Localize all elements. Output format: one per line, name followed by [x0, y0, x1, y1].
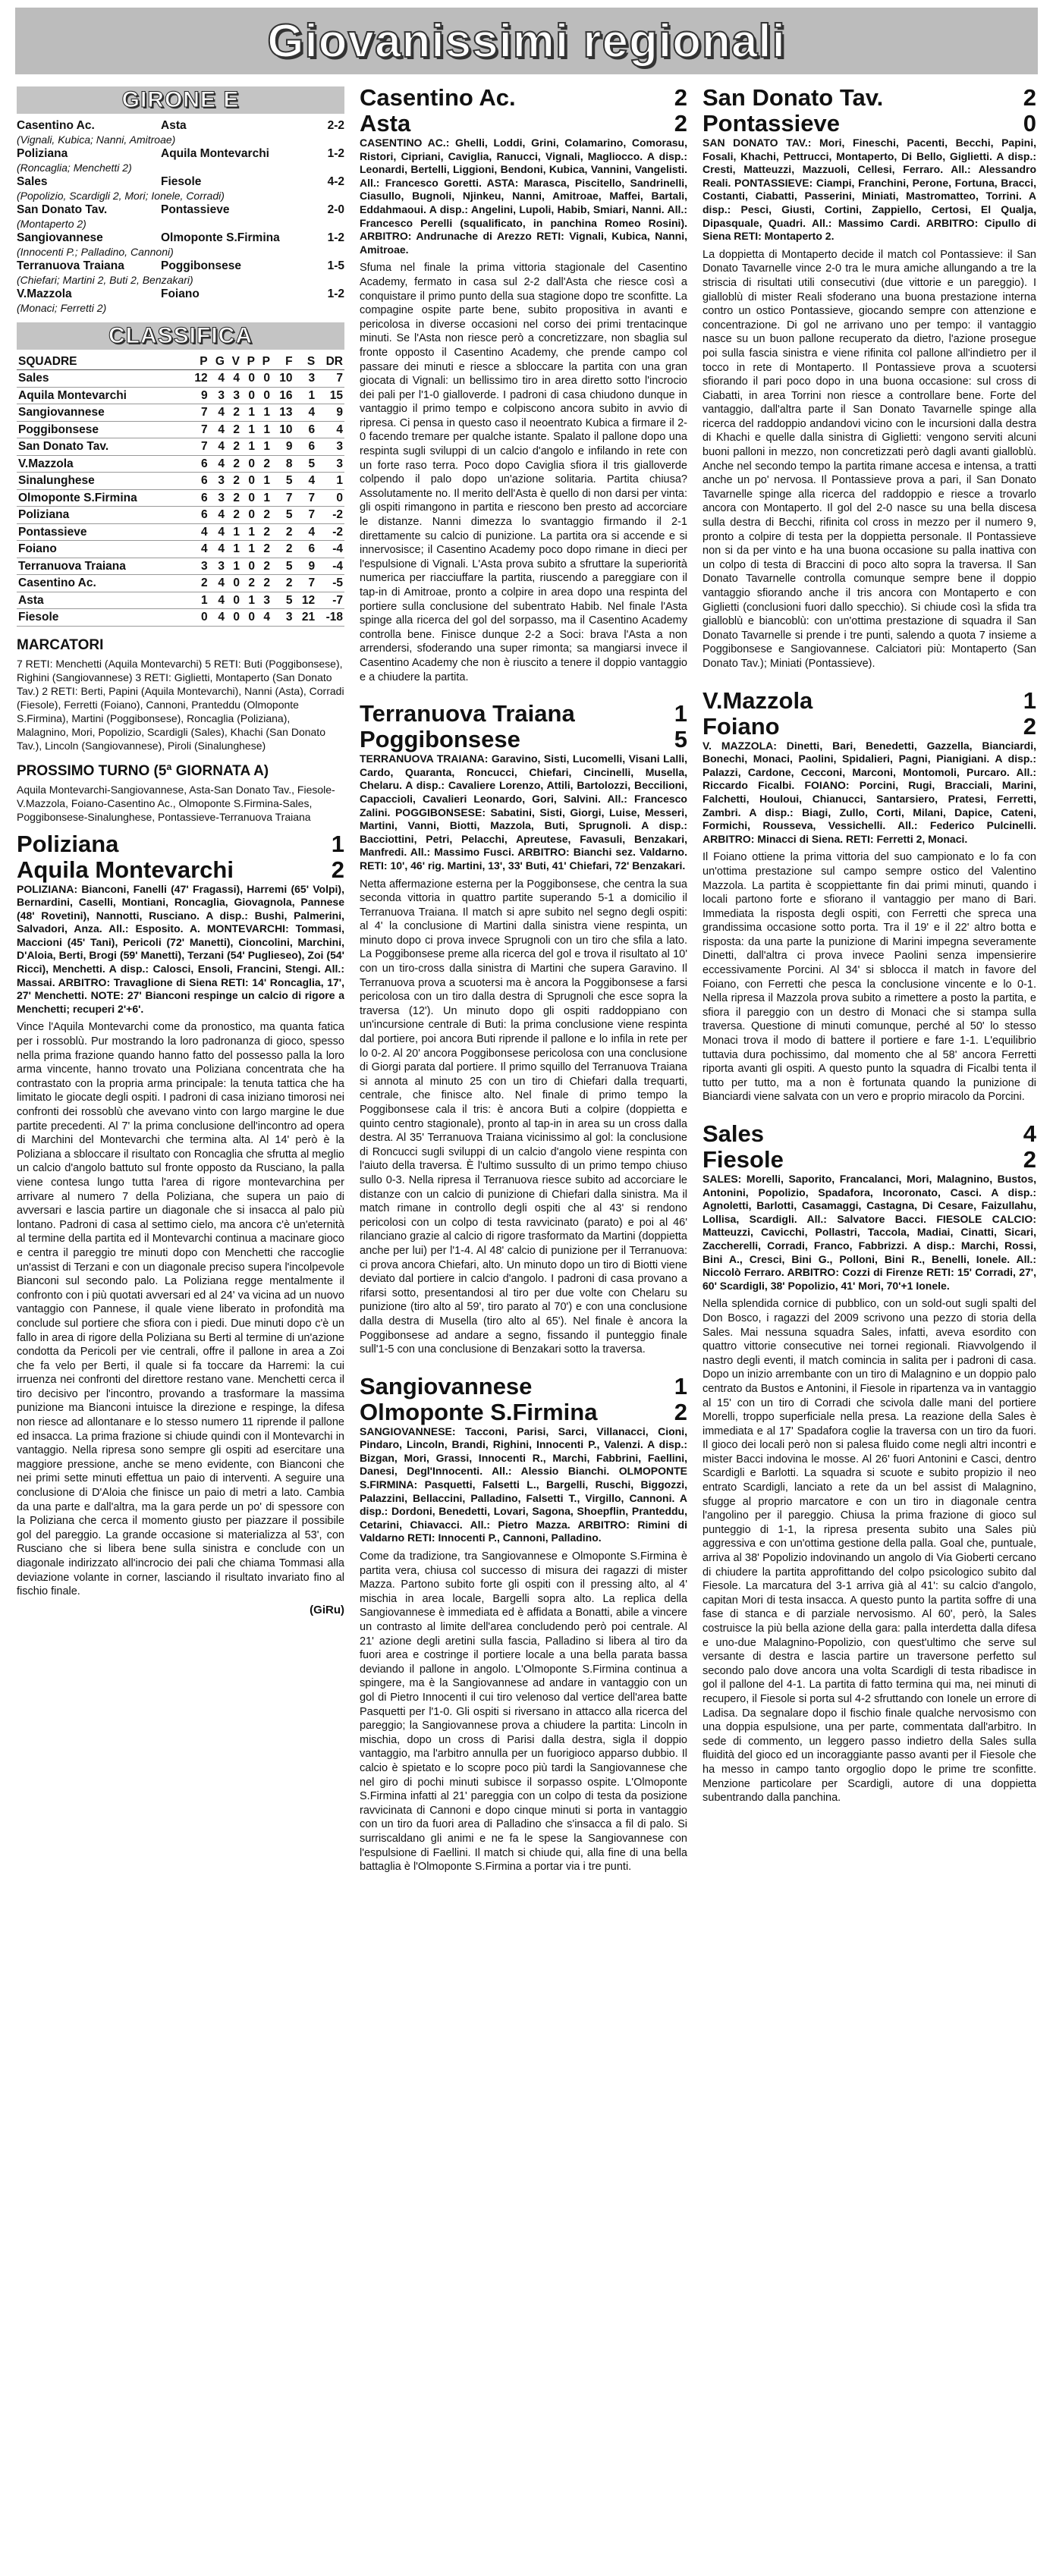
standings-cell: 2: [272, 575, 294, 592]
standings-cell: 10: [272, 421, 294, 438]
standings-cell: -18: [316, 609, 344, 627]
result-home: Sales: [17, 175, 48, 188]
standings-cell: 6: [294, 541, 317, 558]
standings-cell: 0: [241, 387, 256, 404]
result-away: Foiano: [161, 287, 200, 300]
standings-cell: 3: [209, 558, 226, 575]
standings-row: [17, 575, 344, 592]
match-lineups: CASENTINO AC.: Ghelli, Loddi, Grini, Colamarino, Comorasu, Ristori, Cipriani, Caviglia, Ranucci, Vignali, Magliocco. A disp.: Leonardi, Bertelli, Liggioni, Bendoni, Kubica, Vannini, Vangelisti. All.: Francesco Goretti. ASTA: Marasca, Piscitello, Sandrinelli, Ciasullo, Bugnoli, Njinkeu, Nanni, Amitroae, Maffei, Bartali, Eddahmaoui. A disp.: Angelini, Lupoli, Habib, Smiari, Nanni. All.: Francesco Perelli (squalificato, in panchina Romeo Rosini). ARBITRO: Andrunache di Arezzo RETI: Vignali, Kubica, Nanni, Amitroae.: [360, 137, 687, 256]
match-away-row: [17, 857, 344, 883]
standings-cell: 7: [294, 507, 317, 524]
standings-cell: 6: [187, 507, 209, 524]
standings-col-header: DR: [316, 354, 344, 370]
standings-cell: 5: [272, 592, 294, 609]
match-article: [703, 1121, 1036, 1805]
standings-cell: 4: [209, 421, 226, 438]
match-report: Netta affermazione esterna per la Poggibonsese, che centra la sua seconda vittoria in quattro partite superando 5-1 a domicilio il Terranuova Traiana. Il match si apre subito nel segno degli ospiti: al 4' la conclusione di Martini dalla sinistra viene respinta, un minuto dopo ci prova invece Sprugnoli con un tiro che sfila a lato. La Poggibonsese preme alla ricerca del gol e trova il risultato al 10' con un tiro-cross dalla sinistra di Martini che supera Garavino. Il Terranuova prova a scuotersi ma è ancora la Poggibonsese a farsi pericolosa con un tiro dalla destra di Sprugnoli che esce sopra la traversa (12'). Un minuto dopo gli ospiti raddoppiano con un'incursione centrale di Buti: la prima conclusione viene respinta dal portiere, poi ancora Buti riprende il pallone e lo infila in rete per lo 0-2. Al 20' ancora Poggibonsese pericolosa con una conclusione di Giorgi parata dal portiere. Il primo squillo del Terranuova Traiana si annota al minuto 25 con un tiro di Chiefari dalla trequarti, centrale, che finisce alto. Nel finale di primo tempo la Poggibonsese cala il tris: è ancora Buti a colpire (doppietta e quinto centro stagionale), pronto al tap-in in area su un cross dalla destra. Al 35' Terranuova Traiana vicinissimo al gol: la conclusione di Roncucci sugli sviluppi di un calcio d'angolo viene respinta con l'aiuto della traversa. È l'ultimo sussulto di un primo tempo chiuso sullo 0-3. Nella ripresa il Terranuova riesce subito ad accorciare le distanze con un calcio di punizione di Chiefari dalla sinistra. Ma il match rimane in controllo degli ospiti che al 43' si rendono pericolosi con un colpo di testa ravvicinato (parato) e poi al 46' rilanciano grazie al calcio di rigore trasformato da Martini (doppietta anche per lui) per l'1-4. Al 48' calcio di punizione per il Terranuova: ci prova ancora Chiefari, alto. Un minuto dopo un tiro di Biotti viene deviato dal portiere in calcio d'angolo. I padroni di casa provano a rifarsi sotto, presentandosi al tiro per due volte con Chelaru su punizione (tiro alto al 59', tiro parato al 70') e con una conclusione dalla destra di Musella (tiro alto al 65'). Nel finale è ancora la Poggibonsese ad andare a segno, fissando il punteggio finale sull'1-5 con una conclusione di Benzakari sotto la traversa.: [360, 878, 687, 1356]
standings-cell: 3: [209, 473, 226, 490]
home-team: Casentino Ac.: [360, 85, 516, 111]
result-away: Pontassieve: [161, 203, 230, 216]
standings-cell: 7: [187, 421, 209, 438]
home-score: 1: [674, 1372, 687, 1400]
match-report: Sfuma nel finale la prima vittoria stagionale del Casentino Academy, fermato in casa sul 2-2 dall'Asta che riesce così a conquistare il primo punto della sua stagione dopo tre sconfitte. La compagine ospite parte bene, subito propositiva in avanti e pericolosa in diverse occasioni nel corso dei primi trentacinque minuti. Se l'Asta non riesce però a concretizzare, non sbaglia sul fronte opposto il Casentino Academy, che prende campo col passare dei minuti e riesce a sbloccare la partita con una gran giocata di Vignali: un bellissimo tiro in area diretto sotto l'incrocio dei pali per l'1-0 gialloverde. I padroni di casa chiudono dunque in vantaggio il primo tempo e colpiscono ancora subito in avvio di ripresa. Ci pensa in questo caso il neoentrato Kubica a firmare il 2-0 facendo tremare per qualche istante. Spalato il pallone dopo una respinta sugli sviluppi di un calcio d'angolo e infilando in rete con un forte raso terra. Poco dopo Caviglia sfiora il tris gialloverde colpendo il palo dopo un'azione solitaria. Partita chiusa? Assolutamente no. Il merito dell'Asta è quello di non darsi per vinta: gli ospiti rimangono in partita e riescono ben presto ad accorciare le distanze. Nanni dimezza lo svantaggio firmando il 2-1 direttamente su calcio di punizione. La partita ora si accende e si innervosisce; il Casentino Academy poco dopo rimane in dieci per l'espulsione di Vignali. L'Asta prova subito a sfruttare la superiorità numerica per riacciuffare la partita, riuscendo a pareggiare con il tap-in di Amitroae, pronto a colpire in area dopo una respinta del portiere sulla conclusione del subentrato Habib. Nel finale l'Asta spinge alla ricerca del gol del sorpasso, ma il Casentino Academy controlla bene. Finisce dunque 2-2 a Soci: brava l'Asta a non arrendersi, sfoderando una super rimonta; sa mangiarsi invece il Casentino Academy che non è riuscito a tenere il doppio vantaggio e a chiudere la partita.: [360, 262, 687, 683]
match-home-row: [703, 688, 1036, 714]
standings-row: [17, 558, 344, 575]
home-score: 1: [1023, 686, 1036, 714]
standings-cell: 7: [272, 489, 294, 507]
standings-cell: 0: [226, 575, 241, 592]
match-lineups: V. MAZZOLA: Dinetti, Bari, Benedetti, Gazzella, Bianciardi, Bonechi, Monaci, Paolini, Spidalieri, Pagni, Pianigiani. A disp.: Palazzi, Cardone, Cecconi, Marconi, Montomoli, Purcaro. All.: Riccardo Ficalbi. FOIANO: Porcini, Rugi, Bracciali, Marini, Falchetti, Houloui, Chianucci, Santarsiero, Pratesi, Ferretti, Zambri. A disp.: Biagi, Zullo, Corti, Milani, Dapice, Cateni, Formichi, Rousseva, Vessichelli. All.: Federico Pulcinelli. ARBITRO: Minacci di Siena. RETI: Ferretti 2, Monaci.: [703, 739, 1036, 845]
standings-cell: 0: [256, 370, 272, 388]
standings-cell: 6: [187, 489, 209, 507]
team-name: Foiano: [17, 541, 187, 558]
result-away: Poggibonsese: [161, 259, 241, 272]
standings-cell: 4: [187, 541, 209, 558]
result-scorers: (Innocenti P.; Palladino, Cannoni): [17, 246, 174, 258]
match-article: [360, 85, 687, 684]
standings-cell: 1: [226, 558, 241, 575]
result-score: 4-2: [327, 175, 344, 188]
home-team: V.Mazzola: [703, 686, 813, 714]
team-name: Sales: [17, 370, 187, 388]
result-away: Fiesole: [161, 175, 202, 188]
prossimo-text: Aquila Montevarchi-Sangiovannese, Asta-San Donato Tav., Fiesole-V.Mazzola, Foiano-Casentino Ac., Olmoponte S.Firmina-Sales, Poggibonsese-Sinalunghese, Pontassieve-Terranuova Traiana: [17, 783, 335, 823]
column-right: [703, 85, 1036, 2565]
standings-cell: 1: [256, 473, 272, 490]
standings-cell: 2: [226, 489, 241, 507]
prossimo-title: PROSSIMO TURNO (5ª GIORNATA A): [17, 762, 269, 779]
standings-cell: 1: [256, 404, 272, 422]
standings-cell: 12: [294, 592, 317, 609]
standings-cell: 1: [241, 541, 256, 558]
standings-cell: 4: [226, 370, 241, 388]
standings-cell: 8: [272, 455, 294, 473]
standings-cell: 0: [241, 507, 256, 524]
standings-col-header: V: [226, 354, 241, 370]
standings-cell: 7: [187, 438, 209, 456]
standings-cell: 7: [294, 489, 317, 507]
result-score: 1-2: [327, 231, 344, 244]
standings-row: [17, 455, 344, 473]
standings-cell: 0: [241, 609, 256, 627]
standings-body: [17, 370, 344, 627]
standings-cell: -2: [316, 507, 344, 524]
standings-cell: 9: [294, 558, 317, 575]
away-team: Pontassieve: [703, 110, 840, 137]
standings-cell: 2: [226, 404, 241, 422]
standings-cell: 5: [272, 558, 294, 575]
team-name: San Donato Tav.: [17, 438, 187, 456]
standings-row: [17, 370, 344, 388]
team-name: Pontassieve: [17, 523, 187, 541]
result-scorers: (Montaperto 2): [17, 218, 86, 230]
standings-cell: 0: [241, 489, 256, 507]
standings-cell: 2: [226, 455, 241, 473]
standings-col-header: SQUADRE: [17, 354, 187, 370]
result-home: Sangiovannese: [17, 231, 103, 244]
standings-cell: 1: [256, 421, 272, 438]
standings-cell: 1: [241, 523, 256, 541]
standings-cell: 0: [241, 473, 256, 490]
match-home-row: [360, 85, 687, 111]
away-team: Foiano: [703, 712, 780, 740]
match-article: [703, 688, 1036, 1104]
home-score: 2: [674, 85, 687, 111]
away-score: 5: [674, 726, 687, 753]
away-team: Asta: [360, 110, 411, 137]
standings-cell: 4: [209, 541, 226, 558]
match-away-row: [360, 1400, 687, 1425]
away-score: 2: [1023, 1146, 1036, 1173]
away-team: Poggibonsese: [360, 726, 520, 753]
standings-cell: 4: [209, 404, 226, 422]
standings-cell: 2: [272, 523, 294, 541]
home-score: 4: [1023, 1120, 1036, 1147]
standings-row: [17, 541, 344, 558]
standings-cell: 4: [256, 609, 272, 627]
standings-cell: 4: [209, 370, 226, 388]
result-scorers: (Chiefari; Martini 2, Buti 2, Benzakari): [17, 274, 193, 286]
match-away-row: [360, 727, 687, 752]
result-home: San Donato Tav.: [17, 203, 108, 216]
standings-cell: 2: [226, 507, 241, 524]
result-home: V.Mazzola: [17, 287, 72, 300]
team-name: V.Mazzola: [17, 455, 187, 473]
match-home-row: [703, 1121, 1036, 1147]
match-home-row: [703, 85, 1036, 111]
page-banner: [15, 8, 1038, 74]
page-title: Giovanissimi regionali: [267, 14, 786, 68]
author-signature: (GiRu): [310, 1603, 344, 1616]
standings-cell: 21: [294, 609, 317, 627]
standings-row: [17, 592, 344, 609]
standings-cell: 1: [294, 387, 317, 404]
standings-col-header: P: [241, 354, 256, 370]
standings-cell: 2: [256, 558, 272, 575]
standings-cell: 3: [187, 558, 209, 575]
standings-cell: 15: [316, 387, 344, 404]
away-score: 2: [674, 1398, 687, 1425]
team-name: Fiesole: [17, 609, 187, 627]
match-lineups: SAN DONATO TAV.: Mori, Fineschi, Pacenti, Becchi, Papini, Fosali, Khachi, Pettrucci, Montaperto, Di Bello, Giglietti. A disp.: Cresti, Matteuzzi, Mazzuoli, Cellesi, Ferraro. All.: Alessandro Reali. PONTASSIEVE: Ciampi, Franchini, Perone, Fortuna, Bracci, Costanti, Ciabatti, Passerini, Miniati, Mastromatteo, Torrini. A disp.: Pesci, Giusti, Cortini, Zappiello, Certosi, El Qualja, Dipasquale, Quadri. All.: Massimo Cardi. ARBITRO: Cipullo di Siena RETI: Montaperto 2.: [703, 137, 1036, 243]
standings-cell: 0: [226, 592, 241, 609]
result-row: [17, 203, 344, 217]
result-score: 1-2: [327, 287, 344, 300]
team-name: Asta: [17, 592, 187, 609]
standings-col-header: P: [256, 354, 272, 370]
girone-header: [17, 86, 344, 114]
standings-cell: 1: [256, 438, 272, 456]
away-score: 2: [331, 856, 344, 883]
standings-cell: 5: [272, 507, 294, 524]
standings-cell: 4: [209, 507, 226, 524]
standings-cell: 2: [256, 507, 272, 524]
standings-cell: 1: [256, 489, 272, 507]
standings-cell: 2: [226, 473, 241, 490]
match-report: Vince l'Aquila Montevarchi come da pronostico, ma quanta fatica per i rossoblù. Pur mostrando la loro padronanza di gioco, spesso nella prima frazione quando hanno fatto del possesso palla la loro arma vincente, hanno trovato una Poliziana concentrata che ha contrastato con la propria arma principale: la tenuta tattica che ha limitato le giocate degli ospiti. I padroni di casa iniziano timorosi nei confronti dei rossoblù che avevano vinto con largo margine le due partite precedenti. Al 7' la prima conclusione dell'incontro ad opera di Marchini del Montevarchi che termina alta. Al 14' però è la Poliziana a sbloccare il risultato con Roncaglia che sfrutta al meglio un calcio d'angolo battuto sul fronte opposto da Rusciano, la palla viene contesa lungo tutta l'area di rigore montevarchina per arrivare al numero 7 della Poliziana, che supera un paio di avversari e lascia partire un diagonale che si insacca al palo più lontano. Padroni di casa al settimo cielo, ma ancora c'è un'eternità al termine della partita ed il Montevarchi continua a macinare gioco e centra il pareggio tre minuti dopo con Menchetti che raccoglie un'assist di Terzani e con un diagonale preciso supera l'incolpevole Bianconi sul secondo palo. La Poliziana regge mentalmente il confronto con i più quotati avversari ed al 24' va vicina ad un nuovo vantaggio con Pannese, il quale viene liberato in profondità ma conclude sul portiere che sfiora con i piedi. Due minuti dopo c'è un fallo in area di rigore della Poliziana su Berti al termine di un'azione condotta da Pericoli per vie centrali, offre il pallone in area a Zoi che fa velo per Berti, il quale si fa toccare da Harremi: la cui irruenza nei confronti del direttore restano vane. Menchetti cerca il tiro decisivo per l'incontro, provando a trasformare la massima punizione ma Bianconi intuisce la direzione e respinge, la difesa non riesce ad allontanare e lo stesso numero 11 riprende il pallone ed insacca. La prima frazione si chiude quindi con il Montevarchi in vantaggio. Nella ripresa sono sempre gli ospiti ad esercitare una maggiore pressione, anche se meno evidente, con Bianconi che nei primi sette minuti effettua un paio di interventi. A seguire una conclusione di D'Aloia che finisce un paio di metri a lato. Cambia da una parte e dall'altra, ma la gara perde un po' di spessore con la Poliziana che cerca il momento giusto per piazzare il possibile gol del pareggio. La grande occasione si materializza al 53', con Rusciano che si libera bene sulla sinistra e conclude con un diagonale indirizzato all'incrocio dei pali che chiama Tommasi alla deviazione volante in corner, lasciando il risultato invariato fino al fischio finale.: [17, 1021, 344, 1598]
standings-row: [17, 438, 344, 456]
standings-cell: 4: [294, 523, 317, 541]
standings-cell: 3: [316, 455, 344, 473]
result-scorers: (Monaci; Ferretti 2): [17, 302, 107, 314]
standings-col-header: G: [209, 354, 226, 370]
standings-cell: 16: [272, 387, 294, 404]
away-score: 0: [1023, 110, 1036, 137]
result-score: 1-5: [327, 259, 344, 272]
home-score: 2: [1023, 85, 1036, 111]
match-article: [703, 85, 1036, 671]
standings-cell: 2: [256, 541, 272, 558]
standings-cell: 2: [226, 438, 241, 456]
standings-cell: 2: [256, 455, 272, 473]
standings-cell: 3: [294, 370, 317, 388]
standings-cell: 5: [294, 455, 317, 473]
standings-cell: 0: [226, 609, 241, 627]
standings-cell: 9: [187, 387, 209, 404]
standings-cell: 5: [272, 473, 294, 490]
column-middle: [360, 85, 687, 2565]
standings-row: [17, 489, 344, 507]
result-score: 2-0: [327, 203, 344, 216]
standings-cell: 12: [187, 370, 209, 388]
team-name: Casentino Ac.: [17, 575, 187, 592]
classifica-header: [17, 322, 344, 350]
standings-col-header: P: [187, 354, 209, 370]
results-list: [17, 118, 344, 315]
marcatori-title: MARCATORI: [17, 636, 104, 653]
result-row: [17, 118, 344, 133]
standings-cell: 1: [241, 438, 256, 456]
team-name: Terranuova Traiana: [17, 558, 187, 575]
standings-row: [17, 473, 344, 490]
home-team: Sangiovannese: [360, 1372, 533, 1400]
standings-cell: 0: [241, 558, 256, 575]
home-team: Poliziana: [17, 830, 119, 857]
standings-cell: 9: [272, 438, 294, 456]
result-row: [17, 259, 344, 273]
standings-cell: 2: [187, 575, 209, 592]
home-score: 1: [331, 830, 344, 857]
standings-cell: 0: [256, 387, 272, 404]
standings-cell: 2: [256, 523, 272, 541]
away-team: Fiesole: [703, 1146, 784, 1173]
standings-cell: 1: [241, 592, 256, 609]
match-away-row: [703, 111, 1036, 137]
team-name: Sinalunghese: [17, 473, 187, 490]
result-row: [17, 146, 344, 161]
standings-row: [17, 404, 344, 422]
standings-cell: 1: [226, 541, 241, 558]
standings-cell: 4: [187, 523, 209, 541]
standings-cell: 3: [316, 438, 344, 456]
match-article: [360, 701, 687, 1357]
standings-row: [17, 609, 344, 627]
result-scorers: (Vignali, Kubica; Nanni, Amitroae): [17, 134, 176, 146]
standings-row: [17, 421, 344, 438]
team-name: Poggibonsese: [17, 421, 187, 438]
classifica-title: CLASSIFICA: [108, 323, 253, 348]
match-article: [360, 1374, 687, 1874]
match-away-row: [360, 111, 687, 137]
away-score: 2: [1023, 712, 1036, 740]
away-team: Aquila Montevarchi: [17, 856, 234, 883]
standings-cell: 1: [316, 473, 344, 490]
result-scorers: (Popolizio, Scardigli 2, Mori; Ionele, Corradi): [17, 190, 225, 202]
standings-cell: 2: [241, 575, 256, 592]
standings-cell: 7: [316, 370, 344, 388]
standings-cell: 3: [256, 592, 272, 609]
standings-cell: 1: [241, 421, 256, 438]
standings-cell: 4: [209, 438, 226, 456]
result-away: Asta: [161, 119, 187, 132]
standings-cell: 9: [316, 404, 344, 422]
team-name: Aquila Montevarchi: [17, 387, 187, 404]
result-away: Aquila Montevarchi: [161, 147, 269, 160]
match-report: Come da tradizione, tra Sangiovannese e Olmoponte S.Firmina è partita vera, chiusa col successo di misura dei ragazzi di mister Mazza. Partono subito forte gli ospiti con il pressing alto, al 4' mischia in area locale, Bargelli sopra alto. La replica della Sangiovannese è immediata ed è affidata a Bonatti, abile a vincere un contrasto al limite dell'area concludendo però poi centrale. Al 21' azione degli aretini sulla fascia, Palladino si libera al tiro da fuori area e costringe il portiere locale a una bella parata bassa deviando il pallone in angolo. L'Olmoponte S.Firmina continua a spingere, ma è la Sangiovannese ad andare in vantaggio con un gol di Pietro Innocenti il cui tiro velenoso dal vertice dell'area batte Pasquetti per l'1-0. Gli ospiti si riversano in attacco alla ricerca del pareggio; la Sangiovannese prova a chiudere la partita: Lincoln in mischia, dopo un cross di Parisi dalla destra, sigla il doppio vantaggio, ma l'arbitro annulla per un fuorigioco apparso dubbio. Il calcio è spietato e lo scopre poco più tardi la Sangiovannese che nel giro di pochi minuti subisce il sorpasso ospite. L'Olmoponte S.Firmina infatti al 21' pareggia con un colpo di testa da posizione ravvicinata di Cannoni e dopo cinque minuti si porta in vantaggio con un tiro da fuori area di Palladino che s'insacca a fil di palo. Si surriscaldano gli animi e ne fa le spese la Sangiovannese con l'espulsione di Faellini. Il match si chiude qui, alla fine di una bella battaglia è l'Olmoponte S.Firmina a portar via i tre punti.: [360, 1550, 687, 1874]
standings-cell: 0: [187, 609, 209, 627]
home-team: Sales: [703, 1120, 765, 1147]
standings-cell: 6: [187, 473, 209, 490]
result-score: 2-2: [327, 119, 344, 132]
result-home: Casentino Ac.: [17, 119, 95, 132]
standings-cell: 1: [241, 404, 256, 422]
match-lineups: SALES: Morelli, Saporito, Francalanci, Mori, Malagnino, Bustos, Antonini, Popolizio, Spadafora, Incoronato, Casci. A disp.: Agnoletti, Barlotti, Casamaggi, Castagna, Di Cesare, Faizullahu, Lollisa, Scardigli. All.: Salvatore Bacci. FIESOLE CALCIO: Matteuzzi, Cavicchi, Pollastri, Taccola, Madiai, Cinatti, Sicari, Zaccherelli, Corradi, Franco, Fabbrizzi. A disp.: Marchi, Rossi, Bini A., Cresci, Bini G., Polloni, Bini R., Benelli, Ionele. All.: Niccolò Ferraro. ARBITRO: Cozzi di Firenze RETI: 15' Corradi, 27', 60' Scardigli, 38' Popolizio, 41' Mori, 70'+1 Ionele.: [703, 1173, 1036, 1292]
match-away-row: [703, 714, 1036, 740]
match-home-row: [360, 1374, 687, 1400]
standings-cell: 4: [209, 455, 226, 473]
match-report: Nella splendida cornice di pubblico, con un sold-out sugli spalti del Don Bosco, i ragazzi del 2009 scrivono una pezzo di storia della Sales. Mai nessuna squadra Sales, infatti, aveva esordito con quattro vittorie consecutive nei tornei regionali. Riavvolgendo il nastro degli eventi, il match comincia in salita per i padroni di casa. Dopo un inizio arrembante con un tiro di Malagnino e un doppio palo centrato da Bustos e Antonini, il Fiesole in ripartenza va in vantaggio al 15' con un tiro di Corradi che scivola dalle mani del portiere Morelli, troppo superficiale nella presa. La reazione della Sales è immediata e al 17' Spadafora coglie la traversa con un tiro da fuori. Il gioco dei locali però non si palesa fluido come negli altri incontri e mister Bacci indovina le mosse. Al 26' fuori Antonini e Casci, dentro Scardigli e Barlotti. La squadra si scuote e subito propizio il neo entrato Scardigli, lanciato a rete da un bel assist di Malagnino, sfugge al proprio marcatore e con un tiro in diagonale centra l'angolino per il pareggio. Chiusa la prima frazione di gioco sul punteggio di 1-1, la ripresa presenta subito una Sales più aggressiva e con un'ottima gestione della palla. Goal che, puntuale, arriva al 38' Popolizio indovinando un angolo di Via Gioberti cercano di chiudere la partita approfittando del colpo psicologico subito dal Fiesole. La marcatura del 3-1 arriva già al 41': su calcio d'angolo, capitan Mori di testa insacca. A questo punto la partita soffre di una fase di stanca e di parziale nervosismo. Al 60', però, la Sales costruisce la più bella azione della gara: palla interdetta dalla difesa e uno-due Malagnino-Popolizio, con quest'ultimo che serve sul versante di destra e lascia partire un traversone perfetto sul secondo palo dove ancora una volta Scardigli di testa ribadisce in gol il pallone del 4-1. La partita di fatto termina qui ma, nei minuti di recupero, il Fiesole si porta sul 4-2 sfruttando con Ionele un errore di Ladisa. Da segnalare dopo il fischio finale qualche nervosismo con una doppia espulsione, una per parte, commentata dall'arbitro. In sede di commento, un leggero passo indietro della Sales sulla fluidità del gioco ed un incoraggiante passo avanti per il Fiesole che ha messo in campo tanto orgoglio dopo le prime tre sconfitte. Menzione particolare per Scardigli, autore di una doppietta subentrando dalla panchina.: [703, 1298, 1036, 1805]
standings-cell: 6: [294, 421, 317, 438]
standings-cell: 2: [272, 541, 294, 558]
standings-cell: 4: [316, 421, 344, 438]
match-report: La doppietta di Montaperto decide il match col Pontassieve: il San Donato Tavarnelle vince 2-0 tra le mura amiche allungando a tre la striscia di risultati utili consecutivi (due vittorie e un pareggio). I gialloblù di mister Reali sfoderano una buona prestazione interna contro un ostico Pontassieve, giocando sempre con attenzione e concentrazione. Di gol ne arrivano uno per tempo: il vantaggio nasce su un buon pallone recuperato da dietro, l'azione prosegue poi sulla fascia sinistra e viene rifinita col pallone all'indietro per il tocco in rete di Montaperto. Il Pontassieve prova a scuotersi sfiorando il pari poco dopo in una buona occasione: sul cross di Ciabatti, in area Torrini non riesce a controllare bene. Forte del vantaggio, dall'altra parte il San Donato Tavarnelle spinge alla ricerca del raddoppio andandovi vicino con le incursioni dalla destra di Khachi e quelle dalla sinistra di Giglietti: vengono serviti alcuni buoni palloni in mezzo, non concretizzati però dagli avanti gialloblù. Anche nel secondo tempo la partita rimane accesa e intensa, a tratti anche un po' nervosa. Il Pontassieve prova a pari, il San Donato Tavarnelle spinge alla ricerca del raddoppio e riesce a trovarlo ancora con Montaperto. Il gol del 2-0 nasce su una bella discesa sulla destra di Becchi, rifinita col cross in mezzo per il numero 9, pronto a colpire di testa per la doppietta personale. Il Pontassieve non si da per vinto e ha una buona occasione su palla inattiva con un colpo di testa di Braccini di poco alto sopra la traversa. Il San Donato Tavarnelle controlla comunque sempre bene il doppio vantaggio sfiorando anche il tris ancora con Montaperto e con Giglietti (conclusioni fuori dallo specchio). Si chiude così la sfida tra gialloblù e biancoblù: con un'ottima prestazione di squadra il San Donato Tavarnelle si prende i tre punti, salendo a quota 7 insieme a Poggibonsese e Sangiovannese. Calciatori più: Montaperto (San Donato Tav.); Miniati (Pontassieve).: [703, 248, 1036, 670]
result-score: 1-2: [327, 147, 344, 160]
standings-cell: 0: [241, 455, 256, 473]
standings-cell: 7: [294, 575, 317, 592]
standings-cell: 3: [272, 609, 294, 627]
standings-row: [17, 507, 344, 524]
away-score: 2: [674, 110, 687, 137]
home-team: Terranuova Traiana: [360, 700, 575, 727]
standings-cell: 13: [272, 404, 294, 422]
girone-title: GIRONE E: [121, 87, 240, 112]
match-report: Il Foiano ottiene la prima vittoria del suo campionato e lo fa con un'ottima prestazione sul campo sempre ostico del Valentino Mazzola. La partita è scoppiettante fin dai primi minuti, quando i locali partono forte e sfiorano il vantaggio per mano di Bari. Immediata la risposta degli ospiti, con Ferretti che spreca una grandissima occasione sotto porta. Tra il 19' e il 22' altro botta e risposta: da una parte la punizione di Marini impegna severamente Dinetti, dall'altra ci prova invece Paolini senza impensierire eccessivamente Porcini. Al 34' si sblocca il match in favore del Foiano, con Ferretti che pesca la conclusione vincente e lo 0-1. Nella ripresa il Mazzola prova subito a rimettere a posto la partita, e sfiora il pareggio con un destro di Monaci che si stampa sulla traversa. Questione di minuti comunque, perché al 50' lo stesso Monaci trova il modo di battere il portiere e fare 1-1. L'equilibrio tuttavia dura pochissimo, dal momento che al 58' ancora Ferretti riporta avanti gli ospiti. A questo punto la squadra di Ficalbi tenta il tutto per tutto, ma a non è fortunata quando la punizione di Bianciardi viene salvata con un vero e proprio miracolo da Porcini.: [703, 851, 1036, 1104]
home-team: San Donato Tav.: [703, 85, 884, 111]
team-name: Olmoponte S.Firmina: [17, 489, 187, 507]
standings-cell: 6: [187, 455, 209, 473]
standings-cell: 7: [187, 404, 209, 422]
home-score: 1: [674, 700, 687, 727]
column-left: [17, 85, 344, 2565]
standings-cell: 4: [209, 523, 226, 541]
standings-cell: 1: [187, 592, 209, 609]
standings-cell: 4: [209, 609, 226, 627]
standings-cell: 4: [294, 404, 317, 422]
standings-header-row: [17, 354, 344, 370]
match-away-row: [703, 1147, 1036, 1173]
standings-cell: -7: [316, 592, 344, 609]
match-home-row: [360, 701, 687, 727]
result-row: [17, 287, 344, 301]
standings-col-header: S: [294, 354, 317, 370]
standings-row: [17, 387, 344, 404]
marcatori-text: 7 RETI: Menchetti (Aquila Montevarchi) 5 RETI: Buti (Poggibonsese), Righini (Sangiovannese) 3 RETI: Giglietti, Montaperto (San Donato Tav.) 2 RETI: Berti, Papini (Aquila Montevarchi), Nanni (Asta), Corradi (Fiesole), Ferretti (Foiano), Cannoni, Pranteddu (Olmoponte S.Firmina), Martini (Poggibonsese), Roncaglia (Poliziana), Malagnino, Mori, Popolizio, Scardigli (Sales), Khachi (San Donato Tav.), Lincoln (Sangiovannese), Piroli (Sinalunghese): [17, 657, 344, 752]
standings-cell: 0: [241, 370, 256, 388]
standings-table: [17, 354, 344, 627]
result-away: Olmoponte S.Firmina: [161, 231, 280, 244]
team-name: Sangiovannese: [17, 404, 187, 422]
standings-cell: 4: [209, 592, 226, 609]
standings-cell: -2: [316, 523, 344, 541]
result-scorers: (Roncaglia; Menchetti 2): [17, 162, 132, 174]
standings-cell: -4: [316, 558, 344, 575]
match-lineups: POLIZIANA: Bianconi, Fanelli (47' Fragassi), Harremi (65' Volpi), Bernardini, Caselli, Montiani, Roncaglia, Giovagnola, Pannese (48' Rovetini), Nannotti, Rusciano. A disp.: Bushi, Palmerini, Salvadori, Anza. All.: Esposito. A. MONTEVARCHI: Tommasi, Maccioni (45' Tani), Pericoli (72' Manetti), Cioncolini, Marchini, D'Aloia, Berti, Brogi (59' Manetti), Terzani (54' Puglieseo), Zoi (54' Ricci), Menchetti. A disp.: Calosci, Ensoli, Francini, Stengi. All.: Massai. ARBITRO: Travaglione di Siena RETI: 14' Roncaglia, 17', 27' Menchetti. NOTE: 27' Bianconi respinge un calcio di rigore a Menchetti; recuperi 2'+6'.: [17, 882, 344, 1015]
result-home: Poliziana: [17, 147, 68, 160]
standings-cell: 4: [209, 575, 226, 592]
standings-cell: 0: [316, 489, 344, 507]
match-home-row: [17, 831, 344, 857]
away-team: Olmoponte S.Firmina: [360, 1398, 598, 1425]
standings-col-header: F: [272, 354, 294, 370]
standings-cell: -4: [316, 541, 344, 558]
standings-cell: 3: [209, 489, 226, 507]
standings-cell: 4: [294, 473, 317, 490]
match-lineups: TERRANUOVA TRAIANA: Garavino, Sisti, Lucomelli, Visani Lalli, Cardo, Quaranta, Roncucci, Chiefari, Cincinelli, Musella, Chelaru. A disp.: Cavaliere Lorenzo, Attili, Bartolozzi, Beccilioni, Capaccioli, Cavalieri Leonardo, Gori, Salvini. All.: Francesco Zalini. POGGIBONSESE: Sabatini, Sisti, Giorgi, Luise, Messeri, Martini, Vanni, Biotti, Mazzola, Buti, Sprugnoli. A disp.: Bacciottini, Petri, Pelacchi, Apreutese, Favasuli, Benzakari, Manfredi. All.: Massimo Fusci. ARBITRO: Bianchi sez. Valdarno. RETI: 10', 46' rig. Martini, 13', 33' Buti, 41' Chiefari, 72' Benzakari.: [360, 752, 687, 872]
standings-cell: 10: [272, 370, 294, 388]
result-row: [17, 174, 344, 189]
match-lineups: SANGIOVANNESE: Tacconi, Parisi, Sarci, Villanacci, Cioni, Pindaro, Lincoln, Brandi, Righini, Innocenti P., Valenzi. A disp.: Bizgan, Mori, Grassi, Innocenti R., Marchi, Fabbrini, Faellini, Danesi, Degl'Innocenti. All.: Alessio Bianchi. OLMOPONTE S.FIRMINA: Pasquetti, Falsetti L., Bargelli, Ruschi, Biggozzi, Palazzini, Bellaccini, Palladino, Falsetti T., Virgillo, Cannoni. A disp.: Dordoni, Benedetti, Lovari, Sagona, Shoepflin, Pranteddu, Cetarini, Chiavacci. All.: Pietro Mazza. ARBITRO: Rimini di Valdarno RETI: Innocenti P., Cannoni, Palladino.: [360, 1425, 687, 1544]
standings-cell: 3: [209, 387, 226, 404]
result-row: [17, 231, 344, 245]
match-article: [17, 831, 344, 1616]
standings-cell: 2: [256, 575, 272, 592]
standings-cell: 2: [226, 421, 241, 438]
standings-cell: 1: [226, 523, 241, 541]
standings-cell: -5: [316, 575, 344, 592]
standings-cell: 6: [294, 438, 317, 456]
team-name: Poliziana: [17, 507, 187, 524]
result-home: Terranuova Traiana: [17, 259, 124, 272]
standings-row: [17, 523, 344, 541]
standings-cell: 3: [226, 387, 241, 404]
